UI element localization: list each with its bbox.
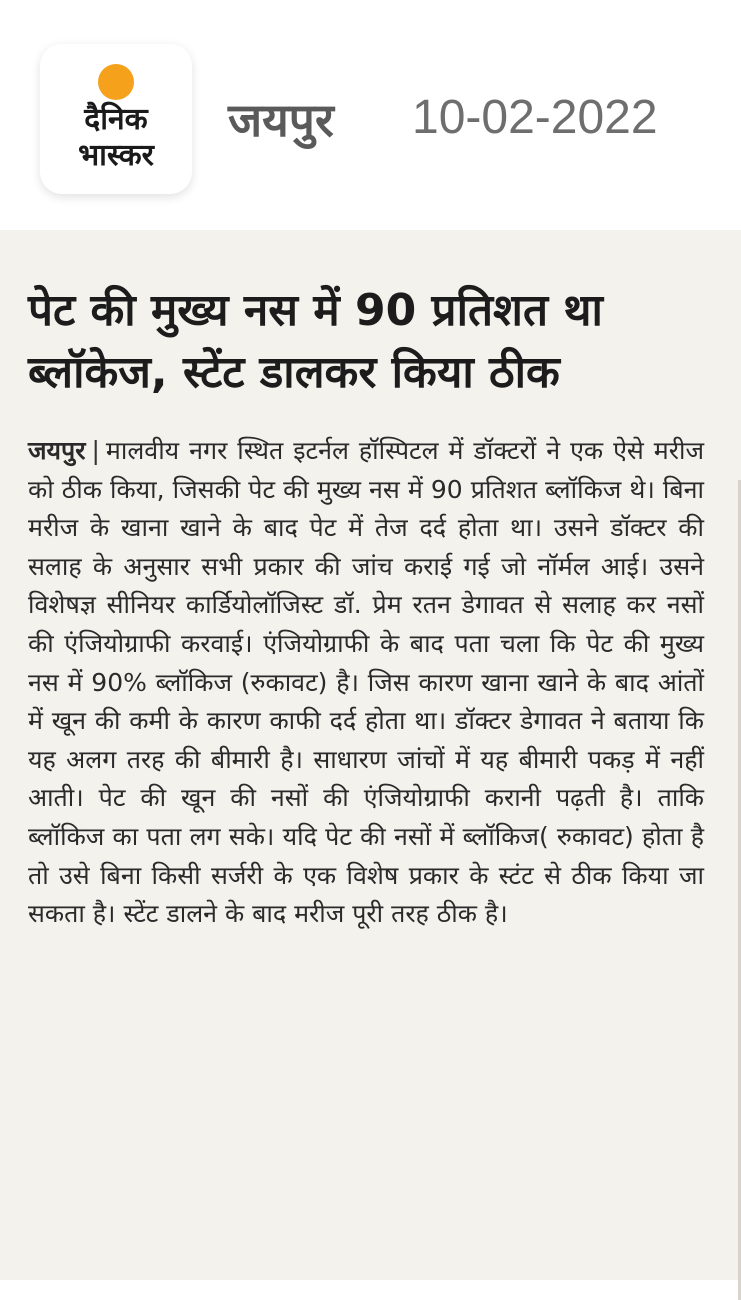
sun-icon: [98, 64, 134, 100]
page-header: [0, 0, 741, 230]
article-body-text: मालवीय नगर स्थित इटर्नल हॉस्पिटल में डॉक्टरों ने एक ऐसे मरीज को ठीक किया, जिसकी पेट की मुख्य नस में 90 प्रतिशत ब्लॉकिज थे। बिना मरीज के खाना खाने के बाद पेट में तेज दर्द होता था। उसने डॉक्टर की सलाह के अनुसार सभी प्रकार की जांच कराई गई जो नॉर्मल आई। उसने विशेषज्ञ सीनियर कार्डियोलॉजिस्ट डॉ. प्रेम रतन डेगावत से सलाह कर नसों की एंजियोग्राफी करवाई। एंजियोग्राफी के बाद पता चला कि पेट की मुख्य नस में 90% ब्लॉकिज (रुकावट) है। जिस कारण खाना खाने के बाद आंतों में खून की कमी के कारण काफी दर्द होता था। डॉक्टर डेगावत ने बताया कि यह अलग तरह की बीमारी है। साधारण जांचों में यह बीमारी पकड़ में नहीं आती। पेट की खून की नसों की एंजियोग्राफी करानी पढ़ती है। ताकि ब्लॉकिज का पता लग सके। यदि पेट की नसों में ब्लॉकिज( रुकावट) होता है तो उसे बिना किसी सर्जरी के एक विशेष प्रकार के स्टंट से ठीक किया जा सकता है। स्टेंट डालने के बाद मरीज पूरी तरह ठीक है।: [28, 436, 704, 929]
dainik-bhaskar-logo[interactable]: [40, 44, 192, 194]
article-body: [28, 432, 704, 934]
dateline-separator: |: [91, 436, 100, 465]
article-headline: पेट की मुख्य नस में 90 प्रतिशत था ब्लॉकेज, स्टेंट डालकर किया ठीक: [28, 285, 603, 398]
news-clipping: [0, 230, 741, 1280]
logo-text-line1: दैनिक: [84, 102, 148, 137]
logo-text-line2: भास्कर: [78, 138, 154, 173]
edition-date: 10-02-2022: [412, 91, 658, 144]
article-dateline: जयपुर: [28, 436, 86, 465]
edition-city: जयपुर: [228, 93, 334, 147]
